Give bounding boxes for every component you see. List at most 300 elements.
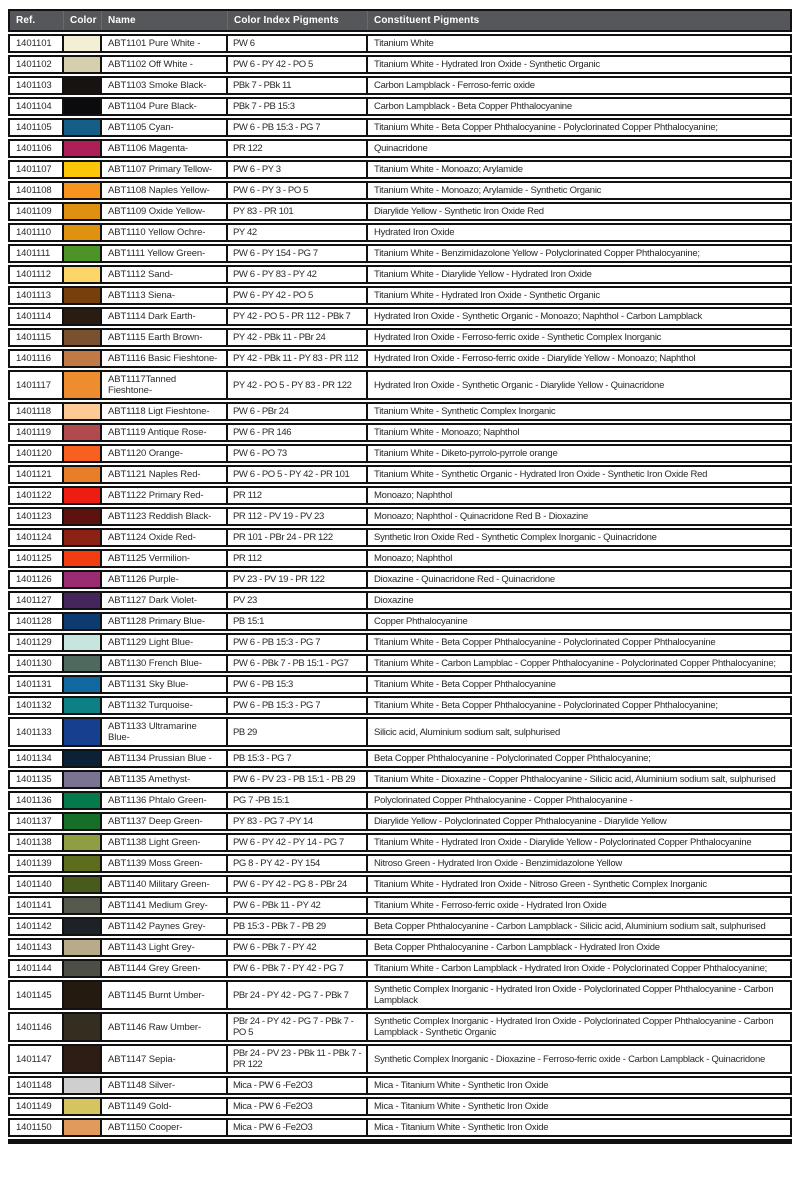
- constituent-cell: Diarylide Yellow - Synthetic Iron Oxide Red: [374, 206, 544, 217]
- constituent-cell: Titanium White - Monoazo; Arylamide - Synthetic Organic: [374, 185, 602, 196]
- name-cell: ABT1112 Sand-: [102, 267, 228, 282]
- color-index-cell: PY 42 - PO 5 - PY 83 - PR 122: [228, 372, 368, 398]
- color-swatch-cell: [64, 593, 102, 608]
- ref-cell: 1401114: [10, 309, 64, 324]
- ref-cell: 1401124: [10, 530, 64, 545]
- color-swatch-cell: [64, 677, 102, 692]
- color-swatch: [64, 572, 100, 587]
- color-swatch: [64, 1099, 100, 1114]
- ref-cell: 1401119: [10, 425, 64, 440]
- color-index-cell: PY 83 - PG 7 -PY 14: [228, 814, 368, 829]
- color-index-cell: PBr 24 - PY 42 - PG 7 - PBk 7: [228, 982, 368, 1008]
- table-header-row: [8, 9, 792, 32]
- table-row: [8, 55, 792, 74]
- color-swatch: [64, 488, 100, 503]
- color-index-cell: PW 6 - PV 23 - PB 15:1 - PB 29: [228, 772, 368, 787]
- color-swatch: [64, 835, 100, 850]
- color-swatch: [64, 919, 100, 934]
- ref-cell: 1401135: [10, 772, 64, 787]
- color-swatch: [64, 404, 100, 419]
- constituent-cell: Titanium White - Dioxazine - Copper Phthalocyanine - Silicic acid, Aluminium sodium salt, sulphurised: [374, 774, 776, 785]
- color-swatch: [64, 877, 100, 892]
- color-index-cell: PB 15:3 - PG 7: [228, 751, 368, 766]
- color-index-cell: PR 122: [228, 141, 368, 156]
- constituent-cell: Nitroso Green - Hydrated Iron Oxide - Benzimidazolone Yellow: [374, 858, 622, 869]
- color-swatch-cell: [64, 120, 102, 135]
- name-cell: ABT1104 Pure Black-: [102, 99, 228, 114]
- header-name: Name: [102, 11, 228, 30]
- color-swatch: [64, 225, 100, 240]
- color-swatch: [64, 1120, 100, 1135]
- ref-cell: 1401145: [10, 982, 64, 1008]
- color-swatch-cell: [64, 530, 102, 545]
- color-swatch-cell: [64, 814, 102, 829]
- table-row: [8, 591, 792, 610]
- name-cell: ABT1124 Oxide Red-: [102, 530, 228, 545]
- color-index-cell: PG 7 -PB 15:1: [228, 793, 368, 808]
- name-cell: ABT1111 Yellow Green-: [102, 246, 228, 261]
- color-swatch-cell: [64, 856, 102, 871]
- name-cell: ABT1145 Burnt Umber-: [102, 982, 228, 1008]
- table-row: [8, 402, 792, 421]
- table-row: [8, 633, 792, 652]
- color-swatch: [64, 204, 100, 219]
- color-swatch-cell: [64, 78, 102, 93]
- color-index-cell: PR 112: [228, 551, 368, 566]
- color-index-cell: PY 42 - PBk 11 - PBr 24: [228, 330, 368, 345]
- name-cell: ABT1131 Sky Blue-: [102, 677, 228, 692]
- color-swatch-cell: [64, 551, 102, 566]
- constituent-cell: Monoazo; Naphthol: [374, 490, 453, 501]
- ref-cell: 1401115: [10, 330, 64, 345]
- color-swatch: [64, 593, 100, 608]
- color-swatch-cell: [64, 204, 102, 219]
- name-cell: ABT1125 Vermilion-: [102, 551, 228, 566]
- table-row: [8, 717, 792, 747]
- color-index-cell: PBr 24 - PY 42 - PG 7 - PBk 7 - PO 5: [228, 1014, 368, 1040]
- constituent-cell: Titanium White - Carbon Lampblack - Hydrated Iron Oxide - Polyclorinated Copper Phthalocyanine;: [374, 963, 768, 974]
- color-index-cell: PW 6 - PY 42 - PG 8 - PBr 24: [228, 877, 368, 892]
- constituent-cell: Titanium White - Beta Copper Phthalocyanine - Polyclorinated Copper Phthalocyanine;: [374, 122, 718, 133]
- ref-cell: 1401121: [10, 467, 64, 482]
- color-swatch: [64, 183, 100, 198]
- ref-cell: 1401122: [10, 488, 64, 503]
- table-row: [8, 696, 792, 715]
- name-cell: ABT1105 Cyan-: [102, 120, 228, 135]
- constituent-cell: Titanium White - Hydrated Iron Oxide - Nitroso Green - Synthetic Complex Inorganic: [374, 879, 707, 890]
- color-swatch: [64, 614, 100, 629]
- color-swatch: [64, 551, 100, 566]
- name-cell: ABT1132 Turquoise-: [102, 698, 228, 713]
- name-cell: ABT1114 Dark Earth-: [102, 309, 228, 324]
- name-cell: ABT1150 Cooper-: [102, 1120, 228, 1135]
- color-index-cell: PY 83 - PR 101: [228, 204, 368, 219]
- color-swatch: [64, 120, 100, 135]
- name-cell: ABT1109 Oxide Yellow-: [102, 204, 228, 219]
- color-swatch: [64, 772, 100, 787]
- ref-cell: 1401104: [10, 99, 64, 114]
- color-swatch: [64, 372, 100, 398]
- color-swatch: [64, 961, 100, 976]
- color-swatch-cell: [64, 372, 102, 398]
- color-index-cell: PW 6 - PY 42 - PO 5: [228, 57, 368, 72]
- color-swatch-cell: [64, 919, 102, 934]
- color-index-cell: PV 23: [228, 593, 368, 608]
- constituent-cell: Monoazo; Naphthol - Quinacridone Red B - Dioxazine: [374, 511, 589, 522]
- table-row: [8, 202, 792, 221]
- constituent-cell: Titanium White - Monoazo; Naphthol: [374, 427, 520, 438]
- constituent-cell: Titanium White - Benzimidazolone Yellow - Polyclorinated Copper Phthalocyanine;: [374, 248, 700, 259]
- table-row: [8, 1044, 792, 1074]
- table-row: [8, 612, 792, 631]
- table-row: [8, 244, 792, 263]
- color-index-cell: PY 42 - PO 5 - PR 112 - PBk 7: [228, 309, 368, 324]
- name-cell: ABT1120 Orange-: [102, 446, 228, 461]
- color-swatch: [64, 78, 100, 93]
- ref-cell: 1401139: [10, 856, 64, 871]
- name-cell: ABT1116 Basic Fieshtone-: [102, 351, 228, 366]
- color-swatch-cell: [64, 351, 102, 366]
- table-row: [8, 917, 792, 936]
- color-swatch: [64, 898, 100, 913]
- color-index-cell: PW 6 - PBk 11 - PY 42: [228, 898, 368, 913]
- constituent-cell: Hydrated Iron Oxide: [374, 227, 455, 238]
- ref-cell: 1401103: [10, 78, 64, 93]
- color-index-cell: Mica - PW 6 -Fe2O3: [228, 1120, 368, 1135]
- table-row: [8, 328, 792, 347]
- name-cell: ABT1139 Moss Green-: [102, 856, 228, 871]
- ref-cell: 1401131: [10, 677, 64, 692]
- color-swatch: [64, 351, 100, 366]
- table-row: [8, 444, 792, 463]
- table-row: [8, 465, 792, 484]
- table-row: [8, 675, 792, 694]
- table-row: [8, 507, 792, 526]
- name-cell: ABT1126 Purple-: [102, 572, 228, 587]
- name-cell: ABT1127 Dark Violet-: [102, 593, 228, 608]
- color-index-cell: PW 6 - PO 73: [228, 446, 368, 461]
- color-swatch: [64, 141, 100, 156]
- ref-cell: 1401141: [10, 898, 64, 913]
- ref-cell: 1401138: [10, 835, 64, 850]
- table-row: [8, 791, 792, 810]
- ref-cell: 1401136: [10, 793, 64, 808]
- color-index-cell: PW 6 - PBk 7 - PB 15:1 - PG7: [228, 656, 368, 671]
- color-swatch-cell: [64, 1120, 102, 1135]
- color-swatch: [64, 36, 100, 51]
- constituent-cell: Synthetic Complex Inorganic - Dioxazine - Ferroso-ferric oxide - Carbon Lampblack - Quinacridone: [374, 1053, 766, 1065]
- ref-cell: 1401129: [10, 635, 64, 650]
- ref-cell: 1401142: [10, 919, 64, 934]
- constituent-cell: Synthetic Complex Inorganic - Hydrated Iron Oxide - Polyclorinated Copper Phthalocyanine - Carbon Lampblack - Synthetic Organic: [374, 1016, 774, 1038]
- constituent-cell: Titanium White - Synthetic Organic - Hydrated Iron Oxide - Synthetic Iron Oxide Red: [374, 469, 708, 480]
- name-cell: ABT1122 Primary Red-: [102, 488, 228, 503]
- color-swatch-cell: [64, 288, 102, 303]
- color-swatch-cell: [64, 751, 102, 766]
- name-cell: ABT1110 Yellow Ochre-: [102, 225, 228, 240]
- color-swatch-cell: [64, 99, 102, 114]
- color-swatch: [64, 856, 100, 871]
- color-index-cell: PW 6 - PBr 24: [228, 404, 368, 419]
- color-swatch-cell: [64, 141, 102, 156]
- color-index-cell: PBk 7 - PB 15:3: [228, 99, 368, 114]
- table-row: [8, 1012, 792, 1042]
- ref-cell: 1401150: [10, 1120, 64, 1135]
- color-swatch-cell: [64, 330, 102, 345]
- name-cell: ABT1135 Amethyst-: [102, 772, 228, 787]
- table-row: [8, 812, 792, 831]
- constituent-cell: Carbon Lampblack - Beta Copper Phthalocyanine: [374, 101, 572, 112]
- color-index-cell: PB 29: [228, 719, 368, 745]
- ref-cell: 1401112: [10, 267, 64, 282]
- constituent-cell: Synthetic Iron Oxide Red - Synthetic Complex Inorganic - Quinacridone: [374, 532, 657, 543]
- name-cell: ABT1136 Phtalo Green-: [102, 793, 228, 808]
- name-cell: ABT1142 Paynes Grey-: [102, 919, 228, 934]
- ref-cell: 1401108: [10, 183, 64, 198]
- table-row: [8, 570, 792, 589]
- name-cell: ABT1137 Deep Green-: [102, 814, 228, 829]
- color-swatch-cell: [64, 162, 102, 177]
- color-swatch-cell: [64, 57, 102, 72]
- table-row: [8, 370, 792, 400]
- color-swatch: [64, 635, 100, 650]
- color-index-cell: PR 112: [228, 488, 368, 503]
- ref-cell: 1401128: [10, 614, 64, 629]
- color-swatch: [64, 940, 100, 955]
- header-color: Color: [64, 11, 102, 30]
- color-swatch: [64, 162, 100, 177]
- ref-cell: 1401125: [10, 551, 64, 566]
- table-bottom-edge: [8, 1139, 792, 1144]
- ref-cell: 1401146: [10, 1014, 64, 1040]
- constituent-cell: Dioxazine - Quinacridone Red - Quinacridone: [374, 574, 555, 585]
- color-index-cell: PW 6 - PBk 7 - PY 42 - PG 7: [228, 961, 368, 976]
- color-swatch: [64, 267, 100, 282]
- table-row: [8, 654, 792, 673]
- constituent-cell: Dioxazine: [374, 595, 414, 606]
- constituent-cell: Titanium White: [374, 38, 434, 49]
- color-index-cell: PB 15:1: [228, 614, 368, 629]
- color-swatch-cell: [64, 446, 102, 461]
- name-cell: ABT1128 Primary Blue-: [102, 614, 228, 629]
- ref-cell: 1401127: [10, 593, 64, 608]
- ref-cell: 1401109: [10, 204, 64, 219]
- color-swatch-cell: [64, 246, 102, 261]
- ref-cell: 1401111: [10, 246, 64, 261]
- constituent-cell: Titanium White - Monoazo; Arylamide: [374, 164, 523, 175]
- name-cell: ABT1147 Sepia-: [102, 1046, 228, 1072]
- name-cell: ABT1138 Light Green-: [102, 835, 228, 850]
- name-cell: ABT1130 French Blue-: [102, 656, 228, 671]
- color-index-cell: PW 6 - PY 42 - PO 5: [228, 288, 368, 303]
- color-swatch: [64, 425, 100, 440]
- color-swatch: [64, 793, 100, 808]
- constituent-cell: Beta Copper Phthalocyanine - Polyclorinated Copper Phthalocyanine;: [374, 753, 651, 764]
- color-swatch: [64, 698, 100, 713]
- color-swatch: [64, 57, 100, 72]
- color-index-cell: PB 15:3 - PBk 7 - PB 29: [228, 919, 368, 934]
- color-swatch-cell: [64, 488, 102, 503]
- color-swatch: [64, 509, 100, 524]
- color-swatch-cell: [64, 772, 102, 787]
- name-cell: ABT1149 Gold-: [102, 1099, 228, 1114]
- color-swatch: [64, 530, 100, 545]
- color-swatch-cell: [64, 698, 102, 713]
- color-swatch-cell: [64, 267, 102, 282]
- header-constituent: Constituent Pigments: [374, 15, 480, 26]
- ref-cell: 1401134: [10, 751, 64, 766]
- ref-cell: 1401132: [10, 698, 64, 713]
- color-index-cell: PW 6 - PB 15:3 - PG 7: [228, 120, 368, 135]
- table-row: [8, 770, 792, 789]
- ref-cell: 1401140: [10, 877, 64, 892]
- name-cell: ABT1143 Light Grey-: [102, 940, 228, 955]
- color-swatch: [64, 656, 100, 671]
- constituent-cell: Titanium White - Diketo-pyrrolo-pyrrole orange: [374, 448, 558, 459]
- constituent-cell: Hydrated Iron Oxide - Ferroso-ferric oxide - Diarylide Yellow - Monoazo; Naphthol: [374, 353, 696, 364]
- constituent-cell: Titanium White - Ferroso-ferric oxide - Hydrated Iron Oxide: [374, 900, 607, 911]
- color-index-cell: PW 6 - PR 146: [228, 425, 368, 440]
- color-swatch-cell: [64, 1014, 102, 1040]
- name-cell: ABT1102 Off White -: [102, 57, 228, 72]
- table-row: [8, 1118, 792, 1137]
- name-cell: ABT1134 Prussian Blue -: [102, 751, 228, 766]
- color-index-cell: PW 6 - PY 42 - PY 14 - PG 7: [228, 835, 368, 850]
- ref-cell: 1401101: [10, 36, 64, 51]
- name-cell: ABT1115 Earth Brown-: [102, 330, 228, 345]
- color-swatch-cell: [64, 425, 102, 440]
- constituent-cell: Polyclorinated Copper Phthalocyanine - Copper Phthalocyanine -: [374, 795, 633, 806]
- ref-cell: 1401105: [10, 120, 64, 135]
- color-index-cell: PW 6 - PY 3: [228, 162, 368, 177]
- name-cell: ABT1133 Ultramarine Blue-: [102, 719, 228, 745]
- name-cell: ABT1103 Smoke Black-: [102, 78, 228, 93]
- color-swatch-cell: [64, 1078, 102, 1093]
- ref-cell: 1401117: [10, 372, 64, 398]
- color-swatch-cell: [64, 656, 102, 671]
- table-row: [8, 423, 792, 442]
- color-swatch-cell: [64, 509, 102, 524]
- constituent-cell: Beta Copper Phthalocyanine - Carbon Lampblack - Silicic acid, Aluminium sodium salt, sulphurised: [374, 921, 766, 932]
- constituent-cell: Silicic acid, Aluminium sodium salt, sulphurised: [374, 726, 560, 738]
- table-row: [8, 833, 792, 852]
- table-row: [8, 160, 792, 179]
- color-swatch-cell: [64, 635, 102, 650]
- table-row: [8, 549, 792, 568]
- table-row: [8, 854, 792, 873]
- table-row: [8, 875, 792, 894]
- color-swatch: [64, 1014, 100, 1040]
- constituent-cell: Beta Copper Phthalocyanine - Carbon Lampblack - Hydrated Iron Oxide: [374, 942, 660, 953]
- table-row: [8, 76, 792, 95]
- ref-cell: 1401133: [10, 719, 64, 745]
- color-index-cell: PR 101 - PBr 24 - PR 122: [228, 530, 368, 545]
- color-swatch: [64, 1078, 100, 1093]
- constituent-cell: Quinacridone: [374, 143, 428, 154]
- color-swatch-cell: [64, 404, 102, 419]
- color-swatch: [64, 446, 100, 461]
- constituent-cell: Titanium White - Beta Copper Phthalocyanine - Polyclorinated Copper Phthalocyanine;: [374, 700, 718, 711]
- table-row: [8, 749, 792, 768]
- color-swatch: [64, 677, 100, 692]
- color-swatch: [64, 246, 100, 261]
- name-cell: ABT1129 Light Blue-: [102, 635, 228, 650]
- color-index-cell: PG 8 - PY 42 - PY 154: [228, 856, 368, 871]
- constituent-cell: Titanium White - Carbon Lampblac - Copper Phthalocyanine - Polyclorinated Copper Phthalocyanine;: [374, 658, 776, 669]
- name-cell: ABT1144 Grey Green-: [102, 961, 228, 976]
- color-swatch: [64, 288, 100, 303]
- table-row: [8, 118, 792, 137]
- name-cell: ABT1148 Silver-: [102, 1078, 228, 1093]
- constituent-cell: Titanium White - Synthetic Complex Inorganic: [374, 406, 556, 417]
- color-index-cell: PW 6 - PBk 7 - PY 42: [228, 940, 368, 955]
- constituent-cell: Mica - Titanium White - Synthetic Iron Oxide: [374, 1122, 549, 1133]
- ref-cell: 1401130: [10, 656, 64, 671]
- ref-cell: 1401149: [10, 1099, 64, 1114]
- color-index-cell: PY 42 - PBk 11 - PY 83 - PR 112: [228, 351, 368, 366]
- constituent-cell: Monoazo; Naphthol: [374, 553, 453, 564]
- ref-cell: 1401137: [10, 814, 64, 829]
- color-swatch-cell: [64, 719, 102, 745]
- constituent-cell: Copper Phthalocyanine: [374, 616, 468, 627]
- name-cell: ABT1141 Medium Grey-: [102, 898, 228, 913]
- table-row: [8, 1076, 792, 1095]
- color-swatch-cell: [64, 898, 102, 913]
- color-index-cell: Mica - PW 6 -Fe2O3: [228, 1078, 368, 1093]
- ref-cell: 1401147: [10, 1046, 64, 1072]
- constituent-cell: Titanium White - Hydrated Iron Oxide - Synthetic Organic: [374, 59, 600, 70]
- table-row: [8, 1097, 792, 1116]
- table-row: [8, 97, 792, 116]
- ref-cell: 1401148: [10, 1078, 64, 1093]
- header-color-index: Color Index Pigments: [228, 11, 368, 30]
- constituent-cell: Synthetic Complex Inorganic - Hydrated Iron Oxide - Polyclorinated Copper Phthalocyanine - Carbon Lampblack: [374, 984, 774, 1006]
- color-swatch: [64, 719, 100, 745]
- color-index-cell: PW 6 - PY 83 - PY 42: [228, 267, 368, 282]
- ref-cell: 1401106: [10, 141, 64, 156]
- name-cell: ABT1108 Naples Yellow-: [102, 183, 228, 198]
- ref-cell: 1401143: [10, 940, 64, 955]
- color-index-cell: PW 6: [228, 36, 368, 51]
- ref-cell: 1401120: [10, 446, 64, 461]
- table-row: [8, 980, 792, 1010]
- ref-cell: 1401113: [10, 288, 64, 303]
- color-swatch-cell: [64, 835, 102, 850]
- table-row: [8, 959, 792, 978]
- color-swatch: [64, 99, 100, 114]
- constituent-cell: Mica - Titanium White - Synthetic Iron Oxide: [374, 1080, 549, 1091]
- constituent-cell: Hydrated Iron Oxide - Ferroso-ferric oxide - Synthetic Complex Inorganic: [374, 332, 662, 343]
- header-ref: Ref.: [10, 11, 64, 30]
- table-row: [8, 349, 792, 368]
- color-swatch-cell: [64, 1099, 102, 1114]
- color-swatch-cell: [64, 183, 102, 198]
- color-swatch-cell: [64, 225, 102, 240]
- constituent-cell: Mica - Titanium White - Synthetic Iron Oxide: [374, 1101, 549, 1112]
- ref-cell: 1401107: [10, 162, 64, 177]
- color-swatch-cell: [64, 467, 102, 482]
- color-swatch-cell: [64, 961, 102, 976]
- color-index-cell: PW 6 - PB 15:3: [228, 677, 368, 692]
- table-row: [8, 265, 792, 284]
- table-row: [8, 938, 792, 957]
- color-index-cell: PW 6 - PB 15:3 - PG 7: [228, 635, 368, 650]
- color-swatch-cell: [64, 614, 102, 629]
- color-index-cell: PBk 7 - PBk 11: [228, 78, 368, 93]
- table-row: [8, 223, 792, 242]
- color-swatch-cell: [64, 36, 102, 51]
- name-cell: ABT1117Tanned Fieshtone-: [102, 372, 228, 398]
